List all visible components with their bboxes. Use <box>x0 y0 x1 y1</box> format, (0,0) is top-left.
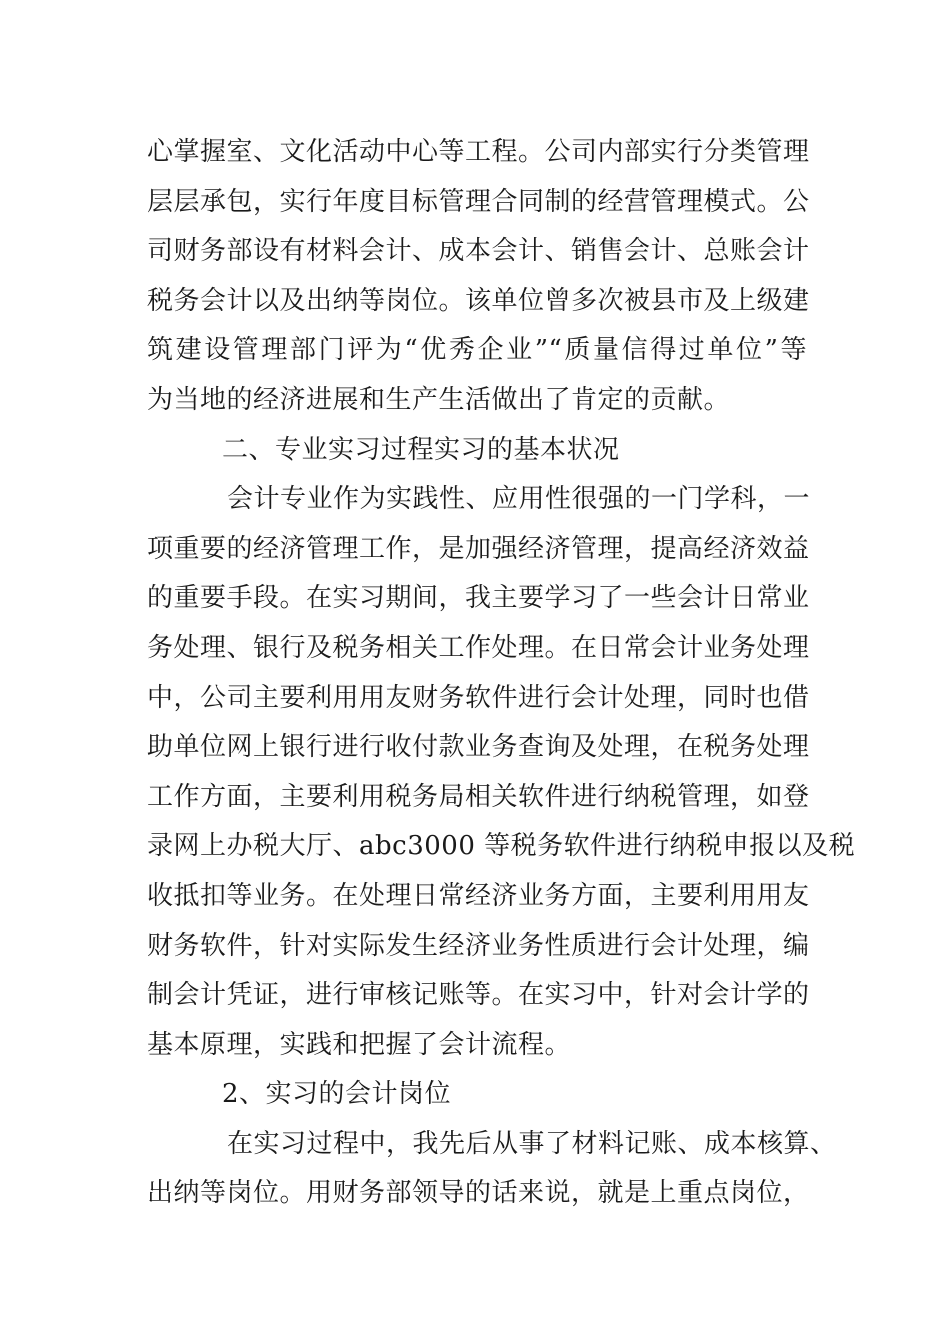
text-line: 财务软件，针对实际发生经济业务性质进行会计处理，编 <box>147 930 810 961</box>
text-line: 出纳等岗位。用财务部领导的话来说，就是上重点岗位， <box>147 1178 810 1209</box>
paragraph-first-line: 会计专业作为实践性、应用性很强的一门学科，一 <box>227 484 811 515</box>
body-text <box>147 128 856 1219</box>
text-line: 助单位网上银行进行收付款业务查询及处理，在税务处理 <box>147 732 810 763</box>
text-line: 税务会计以及出纳等岗位。该单位曾多次被县市及上级建 <box>147 285 810 316</box>
text-line: 制会计凭证，进行审核记账等。在实习中，针对会计学的 <box>147 980 810 1011</box>
text-line: 项重要的经济管理工作，是加强经济管理，提高经济效益 <box>147 533 810 564</box>
text-line: 基本原理，实践和把握了会计流程。 <box>147 1029 572 1060</box>
subsection-heading: 2、实习的会计岗位 <box>222 1079 452 1110</box>
text-line: 收抵扣等业务。在处理日常经济业务方面，主要利用用友 <box>147 880 810 911</box>
text-line: 录网上办税大厅、abc3000 等税务软件进行纳税申报以及税 <box>147 831 856 862</box>
text-line: 为当地的经济进展和生产生活做出了肯定的贡献。 <box>147 384 731 415</box>
text-line: 层层承包，实行年度目标管理合同制的经营管理模式。公 <box>147 186 810 217</box>
text-line: 心掌握室、文化活动中心等工程。公司内部实行分类管理 <box>147 137 810 167</box>
paragraph-first-line: 在实习过程中，我先后从事了材料记账、成本核算、 <box>227 1128 837 1159</box>
text-line: 司财务部设有材料会计、成本会计、销售会计、总账会计 <box>147 236 810 267</box>
text-line: 中，公司主要利用用友财务软件进行会计处理，同时也借 <box>147 682 810 713</box>
section-heading: 二、专业实习过程实习的基本状况 <box>222 434 620 465</box>
text-line: 的重要手段。在实习期间，我主要学习了一些会计日常业 <box>147 583 810 614</box>
text-line: 筑建设管理部门评为“优秀企业”“质量信得过单位”等 <box>147 335 807 366</box>
text-line: 务处理、银行及税务相关工作处理。在日常会计业务处理 <box>147 632 810 663</box>
text-line: 工作方面，主要利用税务局相关软件进行纳税管理，如登 <box>147 781 810 812</box>
